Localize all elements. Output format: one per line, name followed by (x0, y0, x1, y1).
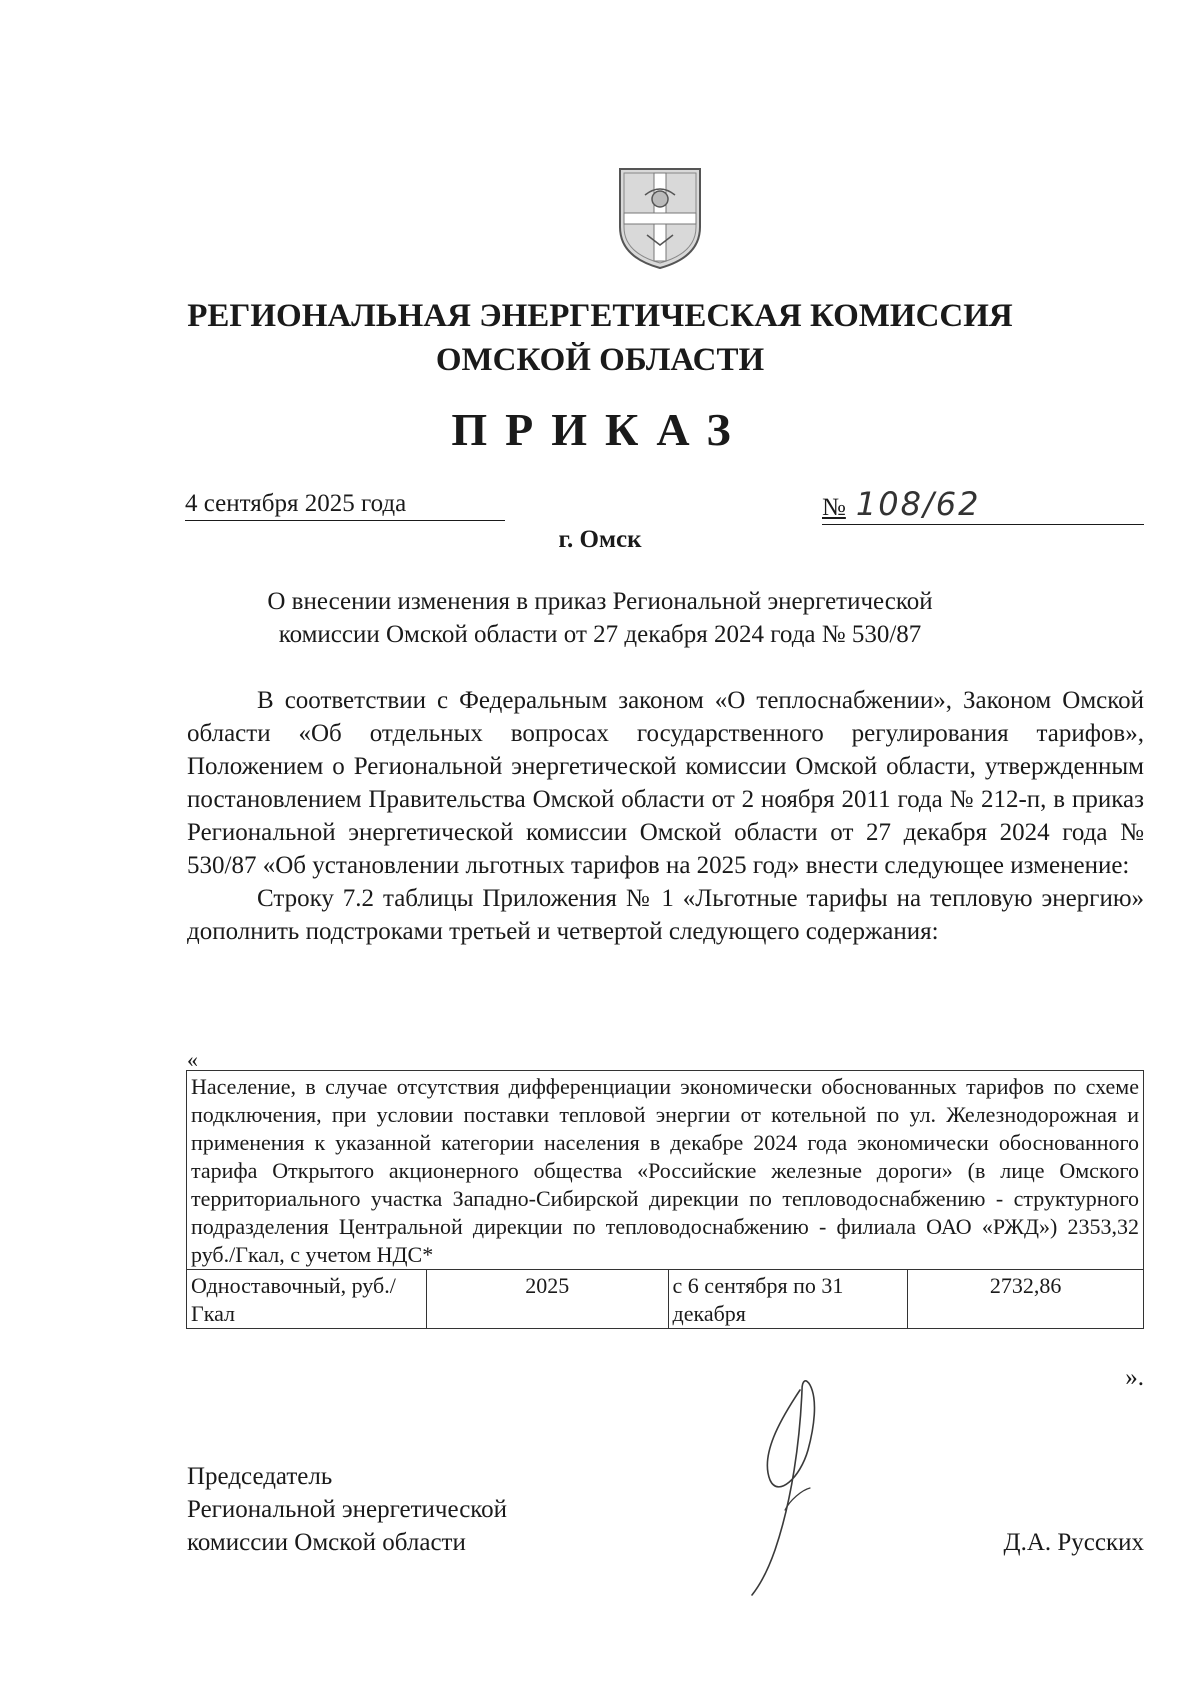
order-subject-line1: О внесении изменения в приказ Региональной энергетической (267, 588, 933, 615)
quote-open-mark: « (187, 1047, 198, 1072)
coat-of-arms-icon (615, 165, 705, 271)
quote-close-mark: ». (1125, 1364, 1144, 1391)
order-body (187, 684, 1144, 948)
signatory-position-line2: Региональной энергетической (187, 1496, 508, 1523)
table-cell-tariff-type: Одноставочный, руб./Гкал (187, 1270, 427, 1329)
organization-name-line1: РЕГИОНАЛЬНАЯ ЭНЕРГЕТИЧЕСКАЯ КОМИССИЯ (187, 298, 1013, 334)
handwritten-signature-icon (730, 1360, 860, 1600)
table-cell-tariff-value: 2732,86 (908, 1270, 1144, 1329)
body-paragraph-amendment: Строку 7.2 таблицы Приложения № 1 «Льготные тарифы на тепловую энергию» дополнить подстроками третьей и четвертой следующего содержания: (187, 885, 1144, 945)
organization-name-line2: ОМСКОЙ ОБЛАСТИ (435, 342, 765, 378)
body-paragraph-legal-basis: В соответствии с Федеральным законом «О теплоснабжении», Законом Омской области «Об отдельных вопросах государственного регулирования тарифов», Положением о Региональной энергетической комиссии Омской области, утвержденным постановлением Правительства Омской области от 2 ноября 2011 года № 212-п, в приказ Региональной энергетической комиссии Омской области от 27 декабря 2024 года № 530/87 «Об установлении льготных тарифов на 2025 год» внести следующее изменение: (187, 687, 1144, 879)
signatory-position-line1: Председатель (187, 1463, 333, 1490)
table-row-tariff (187, 1270, 1144, 1329)
order-number-label: № (822, 494, 846, 521)
table-cell-year: 2025 (426, 1270, 668, 1329)
signatory-position-line3: комиссии Омской области (187, 1529, 466, 1556)
order-date: 4 сентября 2025 года (185, 488, 505, 521)
tariff-table (186, 1070, 1144, 1329)
signatory-name: Д.А. Русских (1003, 1529, 1144, 1556)
order-subject (0, 585, 1200, 651)
table-cell-period: с 6 сентября по 31 декабря (668, 1270, 908, 1329)
city-name: г. Омск (558, 526, 642, 553)
order-number-field (822, 485, 1144, 525)
table-row-description (187, 1071, 1144, 1270)
order-subject-line2: комиссии Омской области от 27 декабря 2024 года № 530/87 (278, 621, 922, 648)
document-type-title: ПРИКАЗ (451, 404, 749, 455)
signatory-position (187, 1460, 507, 1559)
order-number-handwritten: 108/62 (855, 485, 981, 523)
table-cell-consumer-category: Население, в случае отсутствия дифференциации экономически обоснованных тарифов по схеме подключения, при условии поставки тепловой энергии от котельной по ул. Железнодорожная и применения к указанной категории населения в декабре 2024 года экономически обоснованного тарифа Открытого акционерного общества «Российские железные дороги» (в лице Омского территориального участка Западно-Сибирской дирекции по тепловодоснабжению - структурного подразделения Центральной дирекции по тепловодоснабжению - филиала ОАО «РЖД») 2353,32 руб./Гкал, с учетом НДС* (187, 1071, 1144, 1270)
